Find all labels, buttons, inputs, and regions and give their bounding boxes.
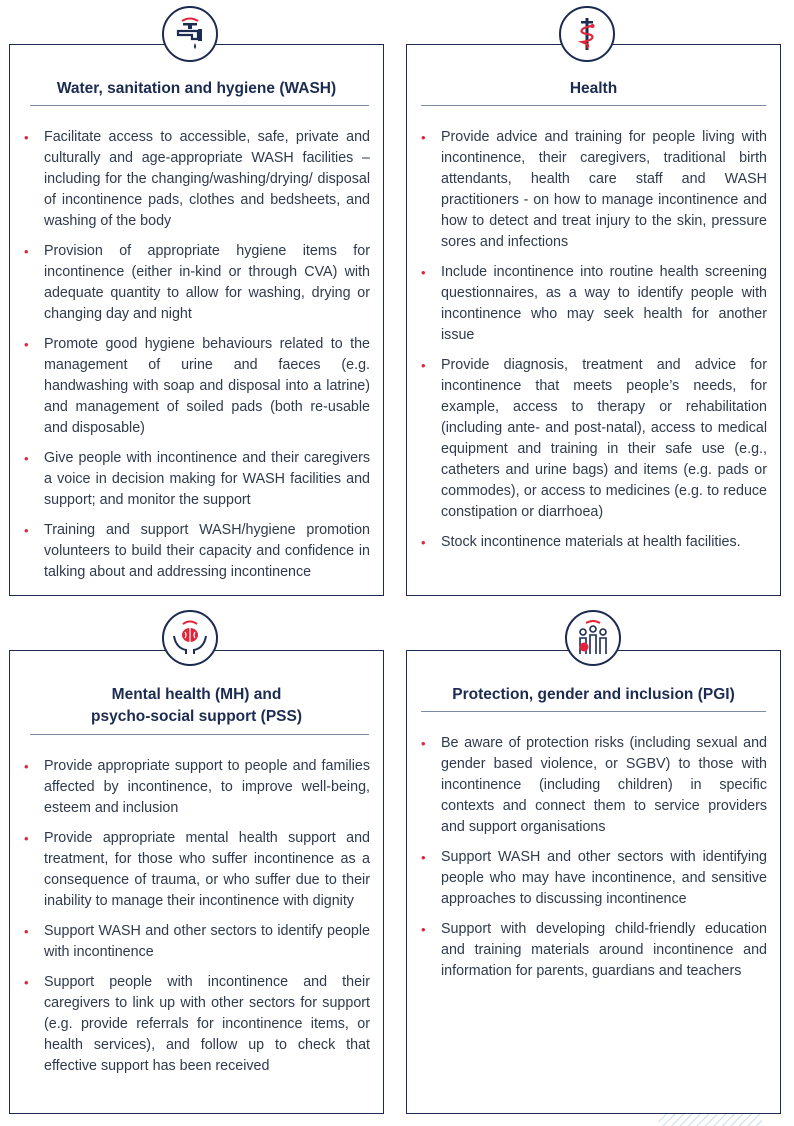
list-item-text: Provide appropriate mental health support and treatment, for those who suffer incontinence as a consequence of trauma, or who suffer due to their inability to manage their incontinence with dignity bbox=[44, 830, 370, 909]
bullet-icon: • bbox=[421, 130, 426, 145]
medical-caduceus-icon bbox=[559, 6, 615, 62]
bullet-icon: • bbox=[24, 451, 29, 466]
list-item bbox=[421, 733, 767, 838]
bullet-icon: • bbox=[24, 831, 29, 846]
list-item bbox=[421, 355, 767, 523]
mh-title-line1: Mental health (MH) and bbox=[111, 686, 282, 703]
wash-list bbox=[24, 127, 370, 592]
list-item-text: Support with developing child-friendly education and training materials around incontinence and information for parents, guardians and teachers bbox=[441, 921, 767, 979]
list-item bbox=[24, 448, 370, 511]
list-item bbox=[24, 828, 370, 912]
pgi-list bbox=[421, 733, 767, 991]
list-item-text: Provide advice and training for people living with incontinence, their caregivers, traditional birth attendants, health care staff and WASH practitioners - on how to manage incontinence and how to detect and treat injury to the skin, pressure sores and infections bbox=[441, 129, 767, 250]
bullet-icon: • bbox=[421, 535, 426, 550]
list-item-text: Provide diagnosis, treatment and advice for incontinence that meets people’s needs, for example, access to therapy or rehabilitation (including ante- and post-natal), access to medical equipment and training in their safe use (e.g., catheters and urine bags) and items (e.g. pads or commodes), or access to medicines (e.g. to reduce constipation or diarrhoea) bbox=[441, 357, 767, 520]
list-item-text: Give people with incontinence and their caregivers a voice in decision making for WASH facilities and support; and monitor the support bbox=[44, 450, 370, 508]
list-item bbox=[421, 919, 767, 982]
health-card bbox=[406, 44, 781, 596]
list-item-text: Provide appropriate support to people and families affected by incontinence, to improve well-being, esteem and inclusion bbox=[44, 758, 370, 816]
list-item bbox=[421, 532, 767, 553]
bullet-icon: • bbox=[24, 759, 29, 774]
list-item bbox=[421, 847, 767, 910]
list-item-text: Support WASH and other sectors to identify people with incontinence bbox=[44, 923, 370, 960]
list-item-text: Promote good hygiene behaviours related to the management of urine and faeces (e.g. handwashing with soap and disposal into a latrine) and management of soiled pads (both re-usable and disposable) bbox=[44, 336, 370, 436]
list-item-text: Stock incontinence materials at health facilities. bbox=[441, 534, 741, 550]
health-list bbox=[421, 127, 767, 562]
pgi-title: Protection, gender and inclusion (PGI) bbox=[452, 686, 735, 703]
bullet-icon: • bbox=[24, 130, 29, 145]
health-title: Health bbox=[569, 80, 618, 97]
list-item bbox=[421, 262, 767, 346]
bullet-icon: • bbox=[421, 736, 426, 751]
bullet-icon: • bbox=[24, 924, 29, 939]
list-item bbox=[24, 520, 370, 583]
bullet-icon: • bbox=[24, 244, 29, 259]
list-item bbox=[24, 241, 370, 325]
tap-water-icon bbox=[162, 6, 218, 62]
list-item-text: Training and support WASH/hygiene promotion volunteers to build their capacity and confidence in talking about and addressing incontinence bbox=[44, 522, 370, 580]
list-item-text: Support people with incontinence and their caregivers to link up with other sectors for support (e.g. provide referrals for incontinence items, or health services), and follow up to check that effective support has been received bbox=[44, 974, 370, 1074]
mh-title-rule bbox=[30, 734, 369, 735]
list-item bbox=[421, 127, 767, 253]
bullet-icon: • bbox=[421, 850, 426, 865]
bullet-icon: • bbox=[24, 523, 29, 538]
bullet-icon: • bbox=[24, 337, 29, 352]
bullet-icon: • bbox=[24, 975, 29, 990]
list-item-text: Facilitate access to accessible, safe, private and culturally and age-appropriate WASH facilities – including for the changing/washing/drying/ disposal of incontinence pads, clothes and bedsheets, and washing of the body bbox=[44, 129, 370, 229]
list-item bbox=[24, 756, 370, 819]
list-item-text: Include incontinence into routine health screening questionnaires, as a way to identify people with incontinence who may seek health for another issue bbox=[441, 264, 767, 343]
list-item bbox=[24, 921, 370, 963]
mh-card bbox=[9, 650, 384, 1114]
health-title-rule bbox=[421, 105, 766, 106]
bullet-icon: • bbox=[421, 922, 426, 937]
bullet-icon: • bbox=[421, 265, 426, 280]
list-item bbox=[24, 127, 370, 232]
brain-hands-icon bbox=[162, 610, 218, 666]
list-item-text: Be aware of protection risks (including sexual and gender based violence, or SGBV) to those with incontinence (including children) in specific contexts and connect them to service providers and support organisations bbox=[441, 735, 767, 835]
bullet-icon: • bbox=[421, 358, 426, 373]
list-item bbox=[24, 972, 370, 1077]
pgi-title-rule bbox=[421, 711, 766, 712]
wash-card bbox=[9, 44, 384, 596]
wash-title-rule bbox=[30, 105, 369, 106]
wash-title: Water, sanitation and hygiene (WASH) bbox=[56, 80, 337, 97]
mh-list bbox=[24, 756, 370, 1086]
people-group-icon bbox=[565, 610, 621, 666]
list-item-text: Support WASH and other sectors with identifying people who may have incontinence, and sensitive approaches to discussing incontinence bbox=[441, 849, 767, 907]
list-item-text: Provision of appropriate hygiene items for incontinence (either in-kind or through CVA) with adequate quantity to allow for washing, drying or changing day and night bbox=[44, 243, 370, 322]
mh-title-line2: psycho-social support (PSS) bbox=[90, 708, 302, 725]
pgi-card bbox=[406, 650, 781, 1114]
list-item bbox=[24, 334, 370, 439]
